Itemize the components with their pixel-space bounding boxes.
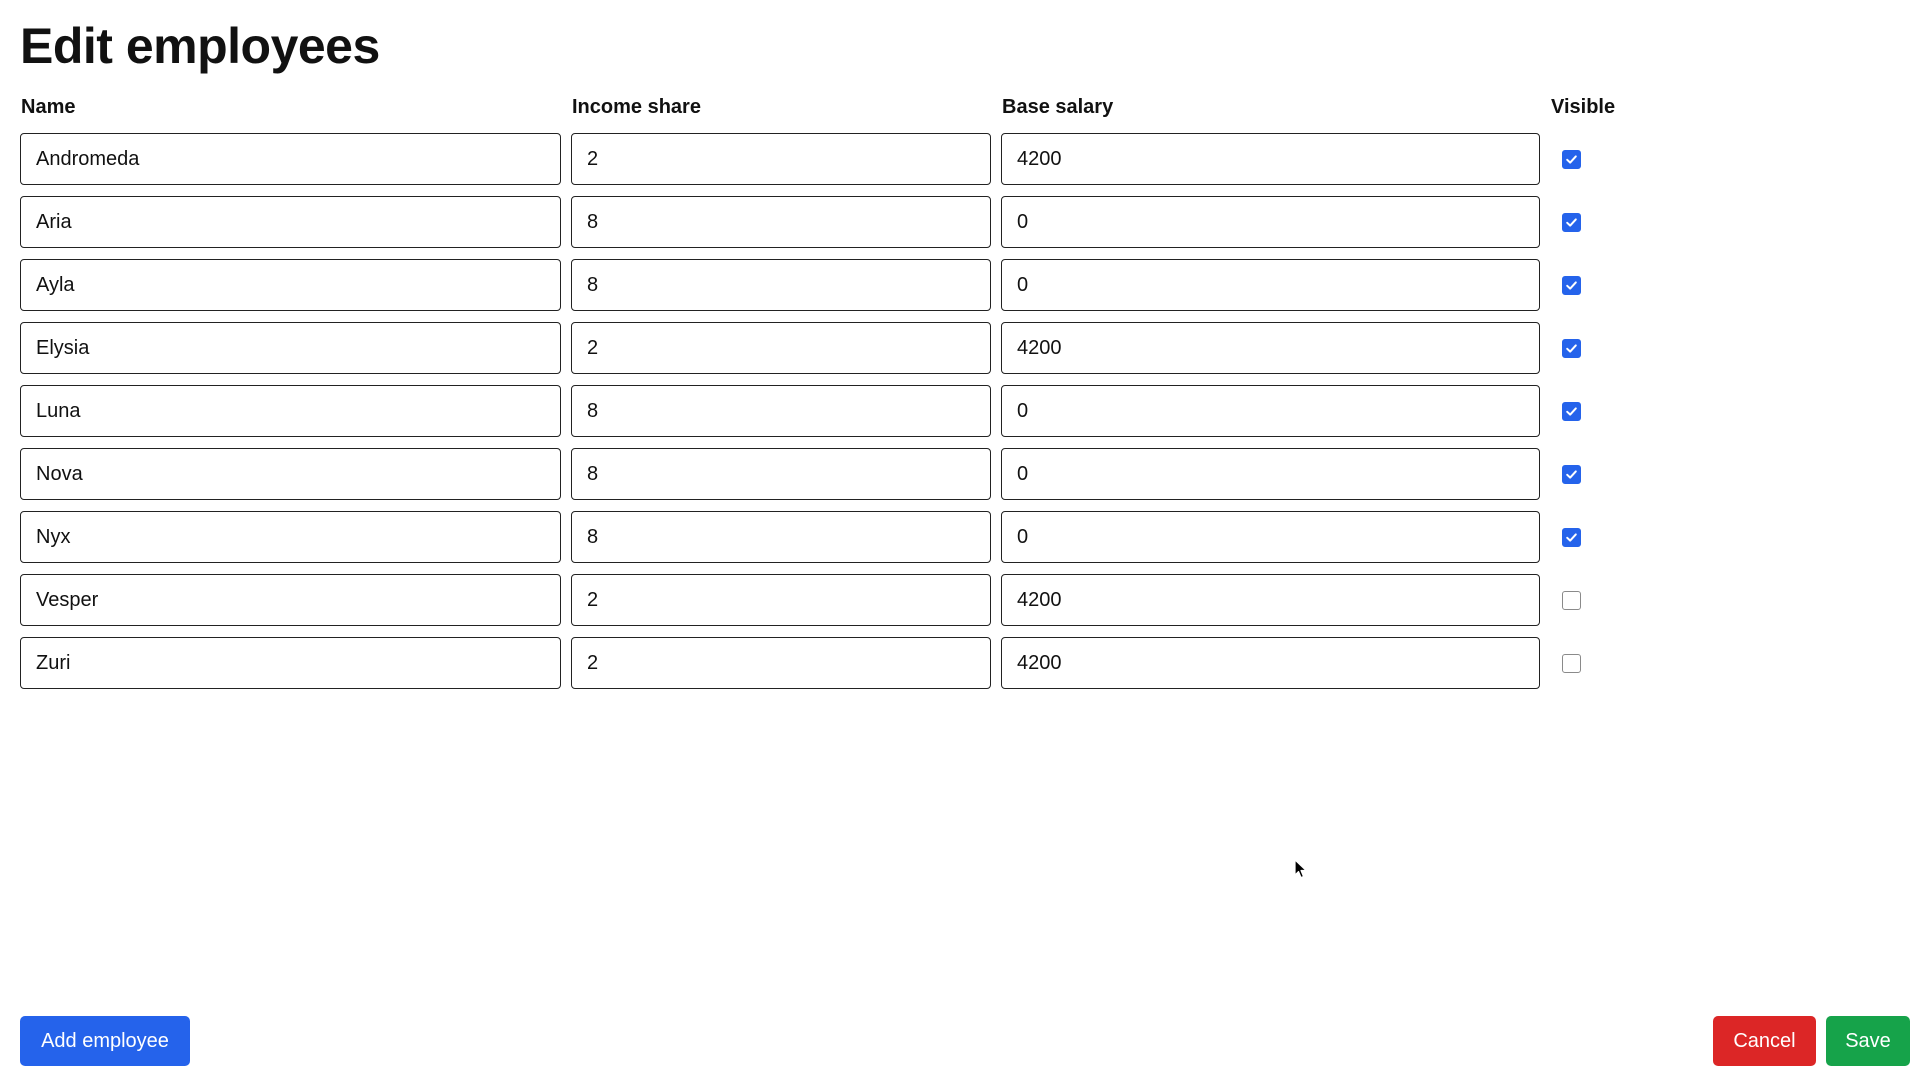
visible-cell <box>1550 465 1610 484</box>
name-input[interactable] <box>20 196 561 248</box>
employee-row <box>20 511 1610 563</box>
visible-cell <box>1550 528 1610 547</box>
base-salary-input[interactable] <box>1001 637 1540 689</box>
employee-row <box>20 259 1610 311</box>
employee-row <box>20 637 1610 689</box>
visible-cell <box>1550 654 1610 673</box>
visible-cell <box>1550 213 1610 232</box>
base-salary-input[interactable] <box>1001 322 1540 374</box>
visible-cell <box>1550 339 1610 358</box>
income-share-input[interactable] <box>571 511 991 563</box>
checkmark-icon <box>1565 531 1578 544</box>
page-title: Edit employees <box>20 18 380 74</box>
column-header-income-share: Income share <box>572 95 701 118</box>
checkmark-icon <box>1565 468 1578 481</box>
checkmark-icon <box>1565 216 1578 229</box>
visible-checkbox[interactable] <box>1562 528 1581 547</box>
employee-row <box>20 133 1610 185</box>
name-input[interactable] <box>20 385 561 437</box>
base-salary-input[interactable] <box>1001 259 1540 311</box>
base-salary-input[interactable] <box>1001 133 1540 185</box>
name-input[interactable] <box>20 259 561 311</box>
name-input[interactable] <box>20 322 561 374</box>
base-salary-input[interactable] <box>1001 511 1540 563</box>
visible-checkbox[interactable] <box>1562 150 1581 169</box>
visible-checkbox[interactable] <box>1562 213 1581 232</box>
visible-cell <box>1550 150 1610 169</box>
visible-cell <box>1550 591 1610 610</box>
name-input[interactable] <box>20 448 561 500</box>
visible-checkbox[interactable] <box>1562 465 1581 484</box>
base-salary-input[interactable] <box>1001 196 1540 248</box>
mouse-cursor-icon <box>1294 859 1308 879</box>
income-share-input[interactable] <box>571 196 991 248</box>
name-input[interactable] <box>20 511 561 563</box>
visible-checkbox[interactable] <box>1562 591 1581 610</box>
add-employee-button[interactable]: Add employee <box>20 1016 190 1066</box>
checkmark-icon <box>1565 279 1578 292</box>
visible-checkbox[interactable] <box>1562 339 1581 358</box>
column-header-name: Name <box>21 95 76 118</box>
checkmark-icon <box>1565 342 1578 355</box>
base-salary-input[interactable] <box>1001 574 1540 626</box>
income-share-input[interactable] <box>571 385 991 437</box>
employee-row <box>20 322 1610 374</box>
employee-row <box>20 196 1610 248</box>
visible-cell <box>1550 402 1610 421</box>
cancel-button[interactable]: Cancel <box>1713 1016 1816 1066</box>
income-share-input[interactable] <box>571 259 991 311</box>
income-share-input[interactable] <box>571 448 991 500</box>
column-header-visible: Visible <box>1551 95 1616 118</box>
employee-row <box>20 385 1610 437</box>
table-header <box>20 92 1616 122</box>
income-share-input[interactable] <box>571 637 991 689</box>
visible-checkbox[interactable] <box>1562 654 1581 673</box>
income-share-input[interactable] <box>571 574 991 626</box>
visible-checkbox[interactable] <box>1562 402 1581 421</box>
base-salary-input[interactable] <box>1001 448 1540 500</box>
save-button[interactable]: Save <box>1826 1016 1910 1066</box>
name-input[interactable] <box>20 574 561 626</box>
visible-checkbox[interactable] <box>1562 276 1581 295</box>
visible-cell <box>1550 276 1610 295</box>
name-input[interactable] <box>20 133 561 185</box>
employees-table <box>20 92 1616 700</box>
income-share-input[interactable] <box>571 133 991 185</box>
column-header-base-salary: Base salary <box>1002 95 1114 118</box>
name-input[interactable] <box>20 637 561 689</box>
checkmark-icon <box>1565 405 1578 418</box>
income-share-input[interactable] <box>571 322 991 374</box>
employee-rows <box>20 133 1610 689</box>
base-salary-input[interactable] <box>1001 385 1540 437</box>
employee-row <box>20 448 1610 500</box>
checkmark-icon <box>1565 153 1578 166</box>
employee-row <box>20 574 1610 626</box>
